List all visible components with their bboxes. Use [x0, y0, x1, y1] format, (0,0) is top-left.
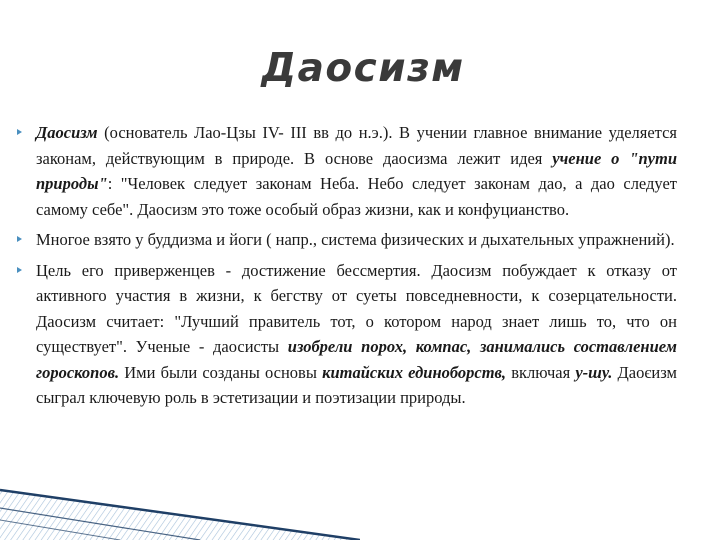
emphasis-text: китайских единоборств, — [322, 362, 507, 382]
bullet-item-1 — [36, 120, 677, 222]
emphasis-text: учение о "пути природы" — [36, 148, 678, 193]
bullet-item-3 — [36, 258, 677, 411]
bullet-item-2 — [36, 227, 677, 253]
bullet-text: Цель его приверженцев - достижение бессмертия. Даосизм побуждает к отказу от активного участия в жизни, к бегству от суеты повседневности, к созерцательности. Даосизм считает: "Лучший правитель тот, о котором народ знает лишь то, что он существует". Ученые - даосисты — [36, 260, 677, 356]
bullet-arrow-icon — [17, 129, 22, 135]
slide-title: Даосизм — [261, 46, 465, 91]
bullet-list — [36, 120, 677, 416]
emphasis-text: у-шу. — [575, 362, 613, 382]
bullet-text: Ими были созданы основы — [119, 362, 323, 382]
bullet-text: (основатель Лао-Цзы IV- III вв до н.э.). В учении главное внимание уделяется законам, действующим в природе. В основе даосизма лежит идея — [36, 123, 677, 168]
bullet-text: включая — [506, 362, 576, 382]
term-daoism: Даосизм — [36, 123, 98, 142]
bullet-arrow-icon — [17, 236, 22, 242]
corner-stripes-decoration — [0, 450, 360, 540]
bullet-arrow-icon — [17, 267, 22, 273]
bullet-text: Многое взято у буддизма и йоги ( напр., система физических и дыхательных упражнений). — [36, 230, 675, 249]
emphasis-text: изобрели порох, компас, занимались составлением гороскопов. — [36, 337, 677, 382]
bullet-text: : "Человек следует законам Неба. Небо следует законам дао, а дао следует самому себе". Даосизм это тоже особый образ жизни, как и конфуцианство. — [36, 174, 677, 219]
bullet-text: Даоєизм сыграл ключевую роль в эстетизации и поэтизации природы. — [36, 362, 677, 407]
